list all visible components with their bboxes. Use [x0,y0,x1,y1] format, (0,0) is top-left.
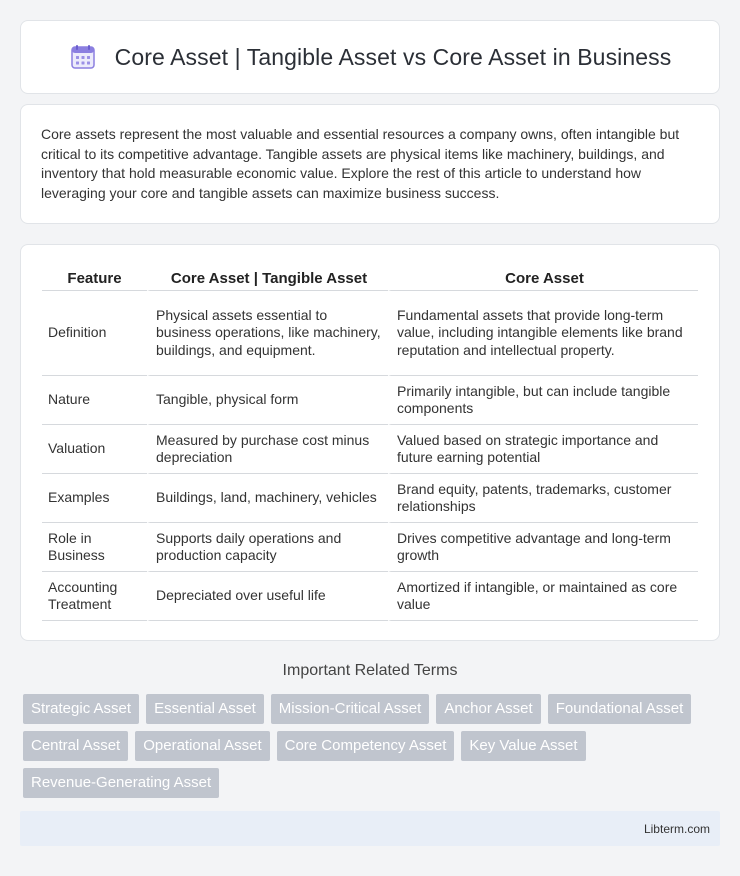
related-term-tag[interactable]: Central Asset [23,731,128,761]
header-feature: Feature [42,265,147,291]
core-cell: Fundamental assets that provide long-term value, including intangible elements like brand reputation and intellectual property. [388,291,698,376]
tangible-cell: Buildings, land, machinery, vehicles [147,474,388,523]
feature-cell: Valuation [42,425,147,474]
intro-text: Core assets represent the most valuable and essential resources a company owns, often intangible but critical to its competitive advantage. Tangible assets are physical items like machinery, buildings, and inventory that hold measurable economic value. Explore the rest of this article to understand how leveraging your core and tangible assets can maximize business success. [41,126,680,201]
tangible-cell: Depreciated over useful life [147,572,388,621]
table-row [42,291,698,376]
table-row [42,523,698,572]
feature-cell: Role in Business [42,523,147,572]
header-tangible-asset: Core Asset | Tangible Asset [147,265,388,291]
table-row [42,572,698,621]
feature-cell: Examples [42,474,147,523]
footer [20,811,720,846]
calendar-grid-icon [69,43,97,71]
header-core-asset: Core Asset [388,265,698,291]
related-term-tag[interactable]: Anchor Asset [436,694,540,724]
core-cell: Drives competitive advantage and long-term growth [388,523,698,572]
core-cell: Amortized if intangible, or maintained as core value [388,572,698,621]
feature-cell: Accounting Treatment [42,572,147,621]
tangible-cell: Physical assets essential to business operations, like machinery, buildings, and equipment. [147,291,388,376]
header-card [20,20,720,94]
comparison-table [42,265,698,621]
core-cell: Valued based on strategic importance and future earning potential [388,425,698,474]
tangible-cell: Tangible, physical form [147,376,388,425]
related-term-tag[interactable]: Core Competency Asset [277,731,455,761]
table-row [42,376,698,425]
table-row [42,474,698,523]
feature-cell: Nature [42,376,147,425]
table-row [42,425,698,474]
core-cell: Primarily intangible, but can include tangible components [388,376,698,425]
related-term-tag[interactable]: Mission-Critical Asset [271,694,430,724]
intro-card [20,104,720,224]
comparison-table-card [20,244,720,641]
related-term-tag[interactable]: Foundational Asset [548,694,692,724]
related-term-tag[interactable]: Strategic Asset [23,694,139,724]
related-term-tag[interactable]: Key Value Asset [461,731,585,761]
tangible-cell: Supports daily operations and production capacity [147,523,388,572]
footer-site-link[interactable]: Libterm.com [643,821,710,836]
related-term-tag[interactable]: Essential Asset [146,694,264,724]
core-cell: Brand equity, patents, trademarks, customer relationships [388,474,698,523]
related-term-tag[interactable]: Revenue-Generating Asset [23,768,219,798]
feature-cell: Definition [42,291,147,376]
related-terms-list [23,694,723,798]
related-terms-heading: Important Related Terms [282,662,458,679]
title-wrap [69,43,672,71]
tangible-cell: Measured by purchase cost minus depreciation [147,425,388,474]
page-title: Core Asset | Tangible Asset vs Core Asset in Business [114,43,672,70]
related-term-tag[interactable]: Operational Asset [135,731,269,761]
table-header-row [42,265,698,291]
